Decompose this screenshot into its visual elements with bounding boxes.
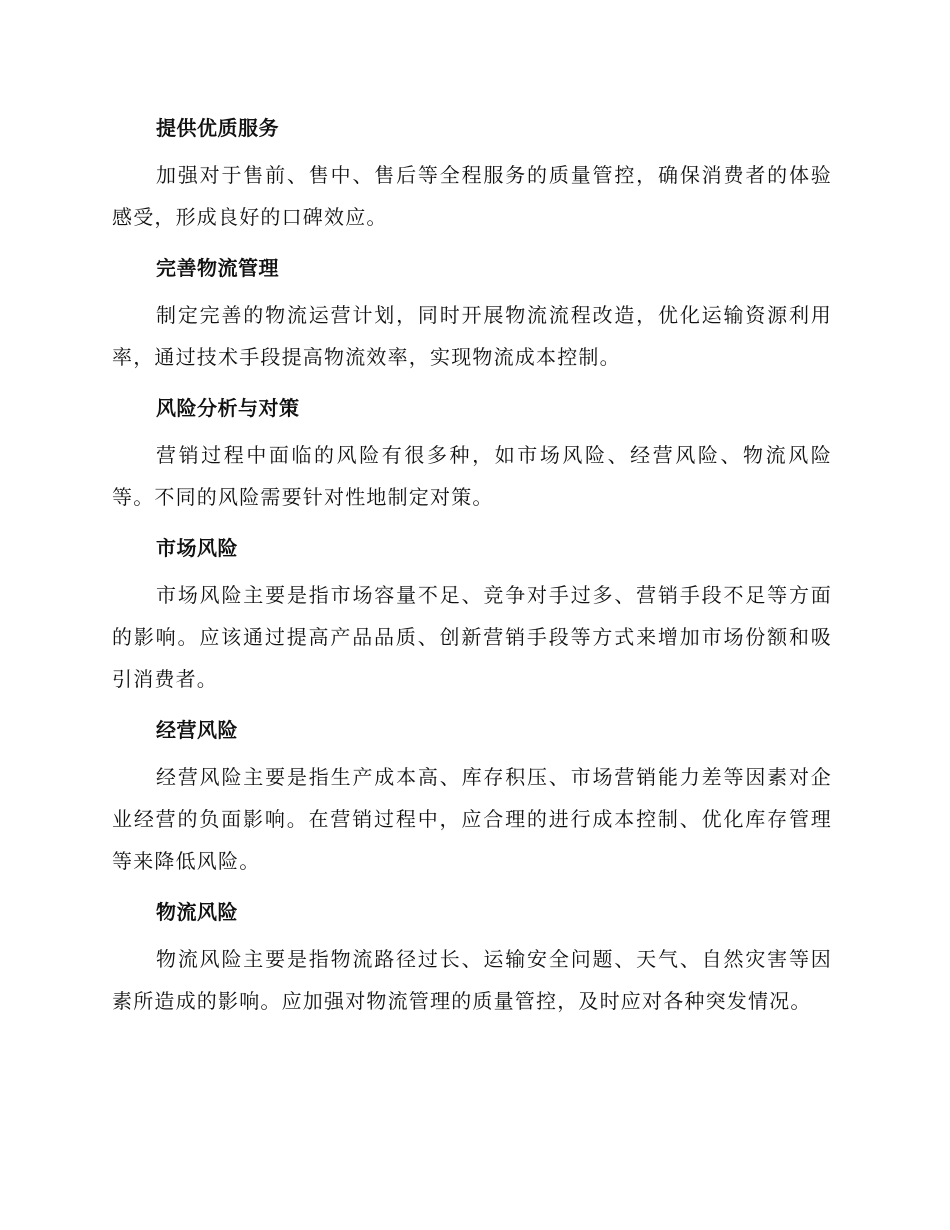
section-body-operating-risk: 经营风险主要是指生产成本高、库存积压、市场营销能力差等因素对企业经营的负面影响。在营销过程中，应合理的进行成本控制、优化库存管理等来降低风险。: [112, 765, 832, 873]
section-body-market-risk: 市场风险主要是指市场容量不足、竞争对手过多、营销手段不足等方面的影响。应该通过提高产品品质、创新营销手段等方式来增加市场份额和吸引消费者。: [112, 583, 832, 691]
section-heading-logistics-risk: 物流风险: [156, 900, 238, 924]
section-heading-logistics-management: 完善物流管理: [156, 256, 279, 280]
document-content: [112, 108, 832, 1032]
section-heading-operating-risk: 经营风险: [156, 718, 238, 742]
section-heading-service: 提供优质服务: [156, 116, 279, 140]
section-body-logistics-management: 制定完善的物流运营计划，同时开展物流流程改造，优化运输资源利用率，通过技术手段提高物流效率，实现物流成本控制。: [112, 303, 832, 369]
section-body-service: 加强对于售前、售中、售后等全程服务的质量管控，确保消费者的体验感受，形成良好的口碑效应。: [112, 163, 832, 229]
section-heading-risk-analysis: 风险分析与对策: [156, 396, 300, 420]
section-body-logistics-risk: 物流风险主要是指物流路径过长、运输安全问题、天气、自然灾害等因素所造成的影响。应加强对物流管理的质量管控，及时应对各种突发情况。: [112, 947, 832, 1013]
section-heading-market-risk: 市场风险: [156, 536, 238, 560]
section-body-risk-analysis: 营销过程中面临的风险有很多种，如市场风险、经营风险、物流风险等。不同的风险需要针对性地制定对策。: [112, 443, 832, 509]
